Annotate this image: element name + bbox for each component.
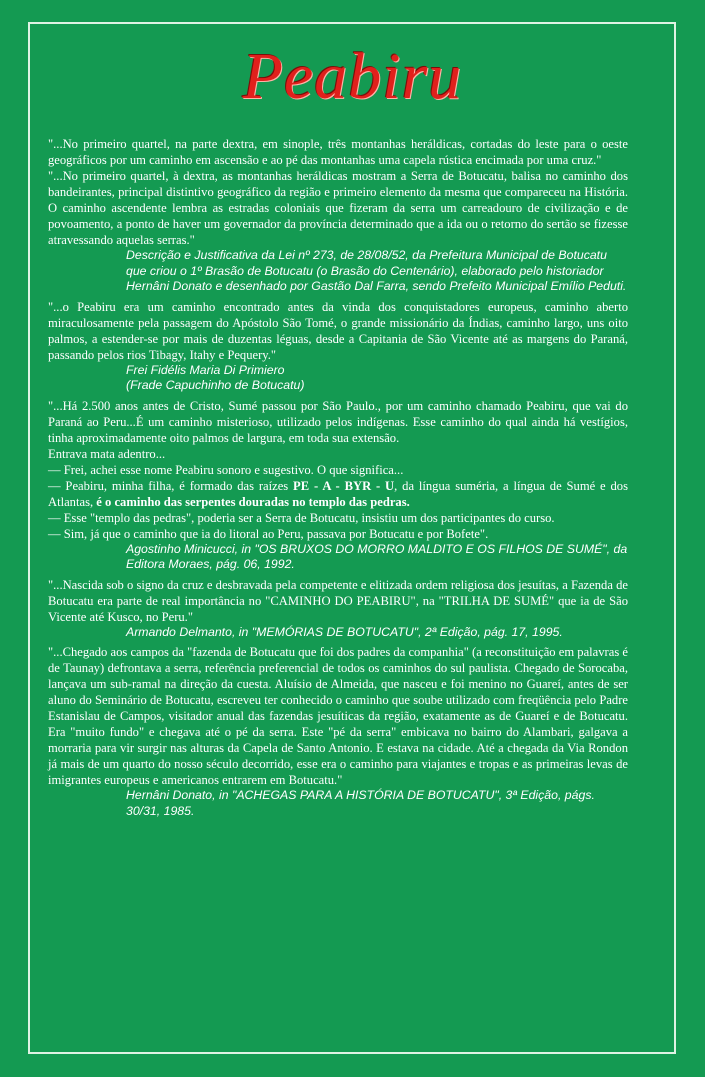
quote-donato: "...Chegado aos campos da "fazenda de Botucatu que foi dos padres da companhia" (a reconstituição em palavras é de Taunay) defrontava a serra, referência preferencial de todos os caminhos do sul paulista. Chegado de Sorocaba, lançava um sub-ramal na direção da cuesta. Aluísio de Almeida, que nasceu e foi menino no Guareí, antes de ser aluno do Seminário de Botucatu, escreveu ter conhecido o caminho que soube utilizado com freqüência pelo Padre Estanislau de Campos, visitador anual das fazendas jesuíticas da região, exatamente as de Guareí e de Botucatu. Era "muito fundo" e chegava até o pé da serra. Este "pé da serra" embicava no bairro do Alambari, galgava a morraria para vir surgir nas alturas da Capela de Santo Antonio. E estava na cidade. Até a chegada da Via Rondon já mais de um quarto do nosso século decorrido, esse era o caminho para viajantes e tropas e as primeiras levas de imigrantes europeus e americanos entrarem em Botucatu.": [48, 645, 628, 787]
quote-minicucci-4: [48, 478, 628, 510]
quote-minicucci-4-pre: — Peabiru, minha filha, é formado das raízes: [48, 478, 294, 493]
quote-minicucci-2: Entrava mata adentro...: [48, 446, 166, 461]
quote-minicucci-3: — Frei, achei esse nome Peabiru sonoro e sugestivo. O que significa...: [48, 462, 404, 477]
page-title: Peabiru: [242, 40, 463, 113]
citation-donato: Hernâni Donato, in "ACHEGAS PARA A HISTÓRIA DE BOTUCATU", 3ª Edição, págs. 30/31, 1985.: [126, 788, 595, 818]
quote-frei-fidelis: "...o Peabiru era um caminho encontrado antes da vinda dos conquistadores europeus, caminho aberto miraculosamente pela passagem do Apóstolo São Tomé, o grande missionário da Índias, caminho largo, uns oito palmos, a estender-se por mais de duzentas léguas, desde a Capitania de São Vicente até as margens do Paraná, passando pelos rios Tibagy, Itahy e Pequery.": [48, 299, 628, 362]
citation-frei-fidelis-role: (Frade Capuchinho de Botucatu): [126, 378, 305, 392]
citation-frei-fidelis-name: Frei Fidélis Maria Di Primiero: [126, 362, 285, 377]
quote-delmanto: "...Nascida sob o signo da cruz e desbravada pela competente e elitizada ordem religiosa dos jesuítas, a Fazenda de Botucatu era parte de real importância no "CAMINHO DO PEABIRU", na "TRILHA DE SUMÉ" que ia de São Vicente até Kusco, no Peru.": [48, 577, 628, 624]
citation-minicucci: Agostinho Minicucci, in "OS BRUXOS DO MORRO MALDITO E OS FILHOS DE SUMÉ", da Editora Moraes, pág. 06, 1992.: [126, 541, 628, 571]
quote-brasao-1: "...No primeiro quartel, na parte dextra, em sinople, três montanhas heráldicas, cortadas do leste para o oeste geográficos por um caminho em ascensão e ao pé das montanhas uma capela rústica encimada por uma cruz.": [48, 137, 628, 167]
main-text: [48, 136, 628, 823]
quote-minicucci-1: "...Há 2.500 anos antes de Cristo, Sumé passou por São Paulo., por um caminho chamado Peabiru, que vai do Paraná ao Peru...É um caminho misterioso, utilizado pelos indígenas. Esse caminho do qual ainda há vestígios, tinha aproximadamente oito palmos de largura, em toda sua extensão.: [48, 398, 628, 445]
quote-minicucci-4-meaning: é o caminho das serpentes douradas no templo das pedras.: [96, 494, 410, 509]
quote-minicucci-4-roots: PE - A - BYR - U: [293, 478, 395, 493]
quote-minicucci-4-mid: , da língua suméria, a língua de Sumé e dos Atlantas,: [48, 478, 628, 509]
quote-brasao-2: "...No primeiro quartel, à dextra, as montanhas heráldicas mostram a Serra de Botucatu, balisa no caminho dos bandeirantes, principal distintivo geográfico da região e primeiro elemento da mesma que compareceu na História. O caminho ascendente lembra as estradas coloniais que fizeram da serra um carreadouro de civilização e de povoamento, a ponto de haver um governador da província determinado que a ida ou o retorno do sertão se fizesse atravessando aquelas serras.": [48, 169, 628, 247]
citation-delmanto: Armando Delmanto, in "MEMÓRIAS DE BOTUCATU", 2ª Edição, pág. 17, 1995.: [126, 624, 563, 639]
quote-minicucci-6: — Sim, já que o caminho que ia do litoral ao Peru, passava por Botucatu e por Bofete".: [48, 526, 489, 541]
quote-minicucci-5: — Esse "templo das pedras", poderia ser a Serra de Botucatu, insistiu um dos participantes do curso.: [48, 510, 555, 525]
citation-lei-273: Descrição e Justificativa da Lei nº 273, de 28/08/52, da Prefeitura Municipal de Botucatu que criou o 1º Brasão de Botucatu (o Brasão do Centenário), elaborado pelo historiador Hernâni Donato e desenhado por Gastão Dal Farra, sendo Prefeito Municipal Emílio Peduti.: [126, 248, 627, 293]
